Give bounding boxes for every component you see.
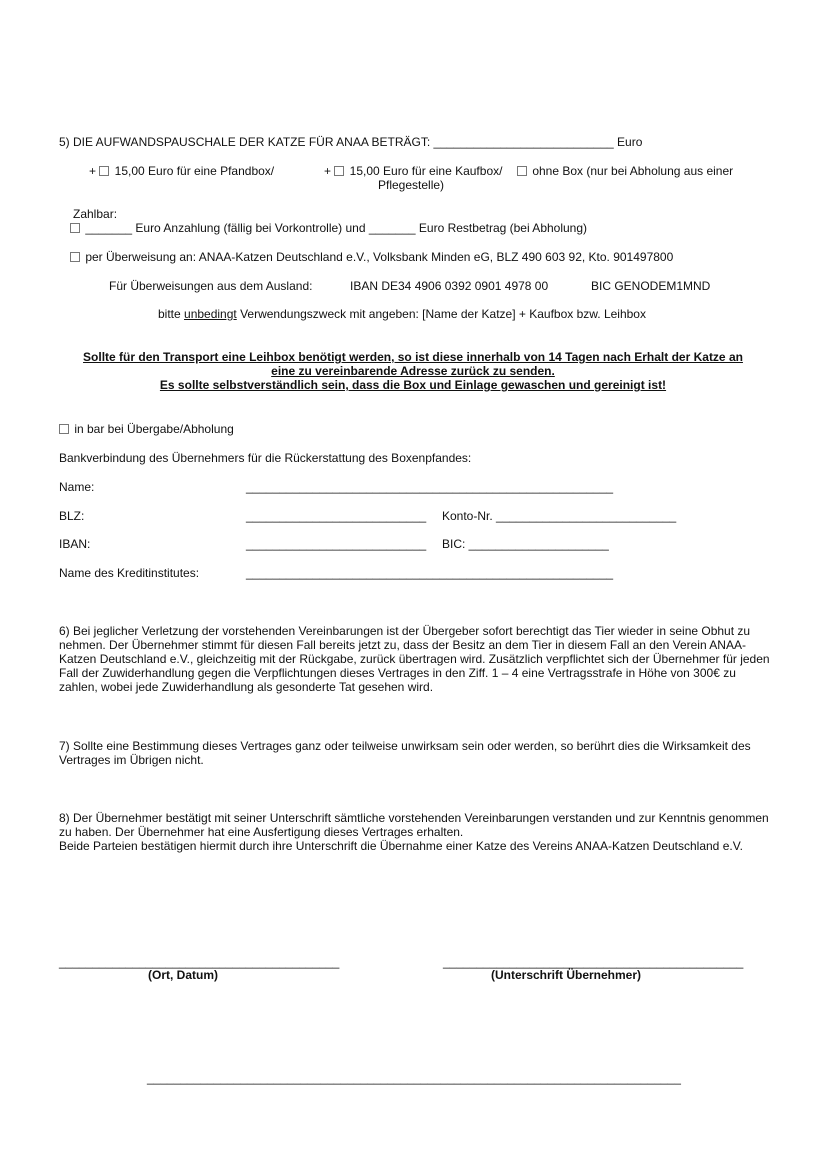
blz-label: BLZ: [59, 509, 85, 523]
zweck-underlined: unbedingt [184, 307, 237, 321]
option-kaufbox-label: 15,00 Euro für eine Kaufbox/ [346, 164, 503, 178]
blz-field[interactable]: ___________________________ [246, 509, 427, 523]
checkbox-icon[interactable] [59, 424, 69, 434]
option-pfandbox[interactable] [89, 164, 274, 178]
anzahlung-text: _______ Euro Anzahlung (fällig bei Vorkontrolle) und _______ Euro Restbetrag (bei Abholung) [82, 221, 588, 235]
option-ohne-box-continuation: Pflegestelle) [378, 178, 445, 192]
plus-sign: + [89, 164, 100, 178]
section-5-title: 5) DIE AUFWANDSPAUSCHALE DER KATZE FÜR ANAA BETRÄGT: ___________________________ Euro [59, 135, 643, 149]
zahlbar-label: Zahlbar: [73, 207, 118, 221]
checkbox-icon[interactable] [517, 166, 527, 176]
verwendungszweck-line [158, 307, 646, 321]
option-kaufbox[interactable] [324, 164, 502, 178]
bar-option-label: in bar bei Übergabe/Abholung [71, 422, 234, 436]
name-label: Name: [59, 480, 95, 494]
plus-sign: + [324, 164, 335, 178]
option-pfandbox-label: 15,00 Euro für eine Pfandbox/ [111, 164, 275, 178]
bar-option[interactable] [59, 422, 234, 436]
option-ohne-box[interactable] [517, 164, 733, 178]
signature-line-right[interactable]: _____________________________________________ [443, 955, 744, 969]
notice-line-3: Es sollte selbstverständlich sein, dass die Box und Einlage gewaschen und gereinigt ist! [159, 378, 667, 392]
notice-line-2: eine zu vereinbarende Adresse zurück zu senden. [271, 364, 555, 378]
ueberweisung-text: per Überweisung an: ANAA-Katzen Deutschland e.V., Volksbank Minden eG, BLZ 490 603 92, Kto. 901497800 [82, 250, 674, 264]
zweck-prefix: bitte [158, 307, 185, 321]
iban-label: IBAN: [59, 537, 91, 551]
checkbox-icon[interactable] [334, 166, 344, 176]
checkbox-icon[interactable] [99, 166, 109, 176]
bic-value: BIC GENODEM1MND [591, 279, 711, 293]
section-8-confirmation: Beide Parteien bestätigen hiermit durch ihre Unterschrift die Übernahme einer Katze des Vereins ANAA-Katzen Deutschland e.V. [59, 839, 743, 853]
bank-heading: Bankverbindung des Übernehmers für die Rückerstattung des Boxenpfandes: [59, 451, 472, 465]
section-7-paragraph: 7) Sollte eine Bestimmung dieses Vertrages ganz oder teilweise unwirksam sein oder werden, so berührt dies die Wirksamkeit des Vertrages im Übrigen nicht. [59, 739, 751, 767]
zweck-suffix: Verwendungszweck mit angeben: [Name der Katze] + Kaufbox bzw. Leihbox [236, 307, 646, 321]
kreditinstitut-field[interactable]: _______________________________________________________ [246, 566, 614, 580]
checkbox-icon[interactable] [70, 223, 80, 233]
name-field[interactable]: _______________________________________________________ [246, 480, 614, 494]
notice-line-1: Sollte für den Transport eine Leihbox benötigt werden, so ist diese innerhalb von 14 Tagen nach Erhalt der Katze an [83, 350, 743, 364]
option-ohne-box-label: ohne Box (nur bei Abholung aus einer [529, 164, 734, 178]
checkbox-icon[interactable] [70, 252, 80, 262]
bottom-line: ________________________________________________________________________________ [147, 1071, 681, 1085]
section-8-text: 8) Der Übernehmer bestätigt mit seiner Unterschrift sämtliche vorstehenden Vereinbarungen verstanden und zur Kenntnis genommen zu haben. Der Übernehmer hat eine Ausfertigung dieses Vertrages erhalten. [59, 811, 769, 839]
anzahlung-line[interactable] [70, 221, 587, 235]
iban-value: IBAN DE34 4906 0392 0901 4978 00 [350, 279, 549, 293]
signature-line-left[interactable]: __________________________________________ [59, 955, 340, 969]
ueberweisung-line[interactable] [70, 250, 673, 264]
signature-label-ort-datum: (Ort, Datum) [148, 968, 218, 982]
bic-field[interactable]: BIC: _____________________ [442, 537, 609, 551]
signature-label-uebernehmer: (Unterschrift Übernehmer) [491, 968, 642, 982]
ausland-label: Für Überweisungen aus dem Ausland: [109, 279, 313, 293]
iban-field[interactable]: ___________________________ [246, 537, 427, 551]
konto-field[interactable]: Konto-Nr. ___________________________ [442, 509, 677, 523]
kreditinstitut-label: Name des Kreditinstitutes: [59, 566, 200, 580]
section-8-paragraph [59, 811, 771, 853]
section-6-paragraph: 6) Bei jeglicher Verletzung der vorstehenden Vereinbarungen ist der Übergeber sofort berechtigt das Tier wieder in seine Obhut zu nehmen. Der Übernehmer stimmt für diesen Fall bereits jetzt zu, dass der Besitz an dem Tier in diesem Fall an den Verein ANAA-Katzen Deutschland e.V., gleichzeitig mit der Rückgabe, zurück übertragen wird. Zusätzlich verpflichtet sich der Übernehmer für jeden Fall der Zuwiderhandlung gegen die Verpflichtungen dieses Vertrages in den Ziff. 1 – 4 eine Vertragsstrafe in Höhe von 300€ zu zahlen, wobei jede Zuwiderhandlung als gesonderte Tat gesehen wird. [59, 624, 770, 694]
